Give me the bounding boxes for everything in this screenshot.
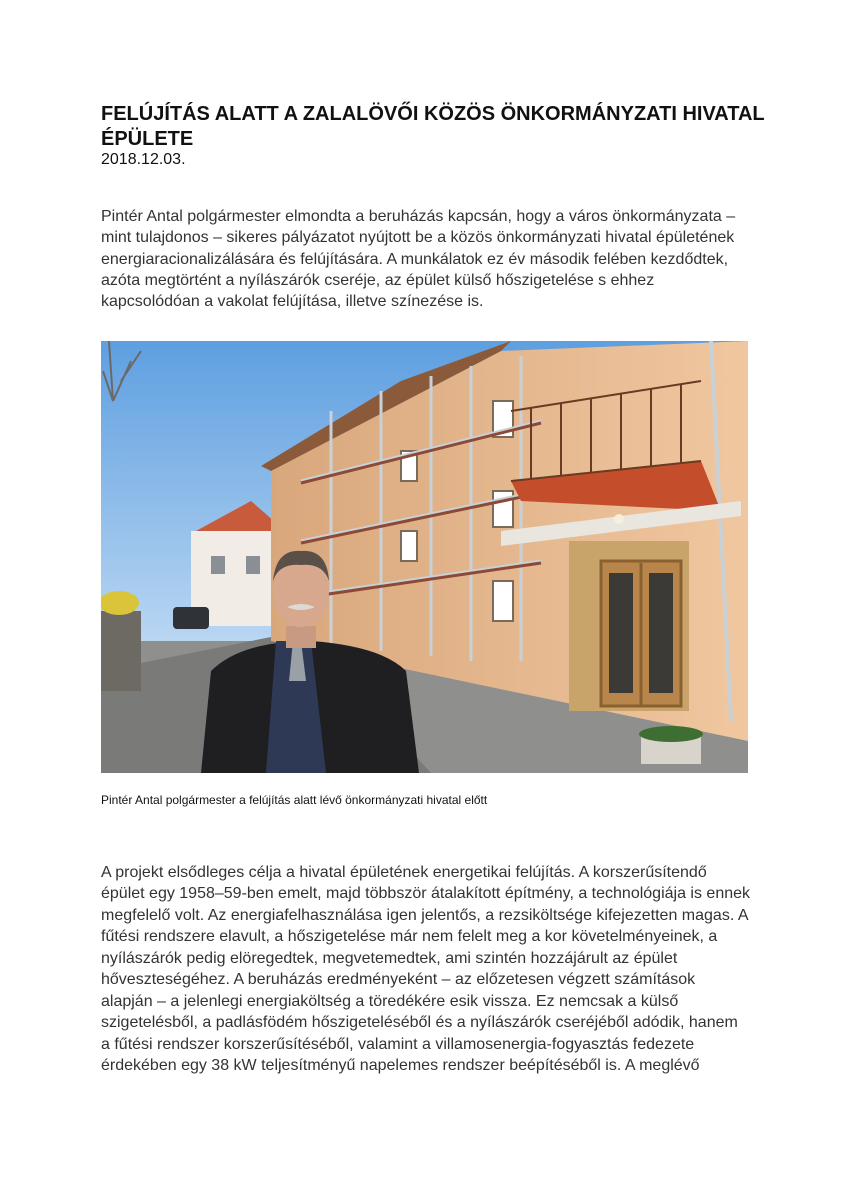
article-paragraph-2: A projekt elsődleges célja a hivatal épületének energetikai felújítás. A korszerűsítendő épület egy 1958–59-ben emelt, majd többször átalakított építmény, a technológiája is ennek megfelelő volt. Az energiafelhasználása igen jelentős, a rezsiköltsége kifejezetten magas. A fűtési rendszere elavult, a hőszigetelése már nem felelt meg a kor követelményeinek, a nyílászárók pedig elöregedtek, megvetemedtek, ami szintén hozzájárult az épület hőveszteségéhez. A beruházás eredményeként – az előzetesen végzett számítások alapján – a jelenlegi energiaköltség a töredékére esik vissza. Ez nemcsak a külső szigetelésből, a padlásfödém hőszigeteléséből és a nyílászárók cseréjéből adódik, hanem a fűtési rendszer korszerűsítéséből, valamint a villamosenergia-fogyasztás fedezete érdekében egy 38 kW teljesítményű napelemes rendszer beépítéséből is. A meglévő (101, 864, 751, 1075)
photo-truck (101, 611, 141, 691)
article-photo (101, 341, 748, 773)
photo-car (173, 607, 209, 629)
article-title: FELÚJÍTÁS ALATT A ZALALÖVŐI KÖZÖS ÖNKORMÁNYZATI HIVATAL ÉPÜLETE (101, 103, 765, 150)
article-paragraph-1: Pintér Antal polgármester elmondta a beruházás kapcsán, hogy a város önkormányzata – mint tulajdonos – sikeres pályázatot nyújtott be a közös önkormányzati hivatal épületének energiaracionalizálására és felújítására. A munkálatok ez év második felében kezdődtek, azóta megtörtént a nyílászárók cseréje, az épület külső hőszigetelése s ehhez kapcsolódóan a vakolat felújítása, illetve színezése is. (101, 208, 736, 311)
article-date: 2018.12.03. (101, 151, 186, 168)
photo-caption: Pintér Antal polgármester a felújítás alatt lévő önkormányzati hivatal előtt (101, 793, 488, 807)
